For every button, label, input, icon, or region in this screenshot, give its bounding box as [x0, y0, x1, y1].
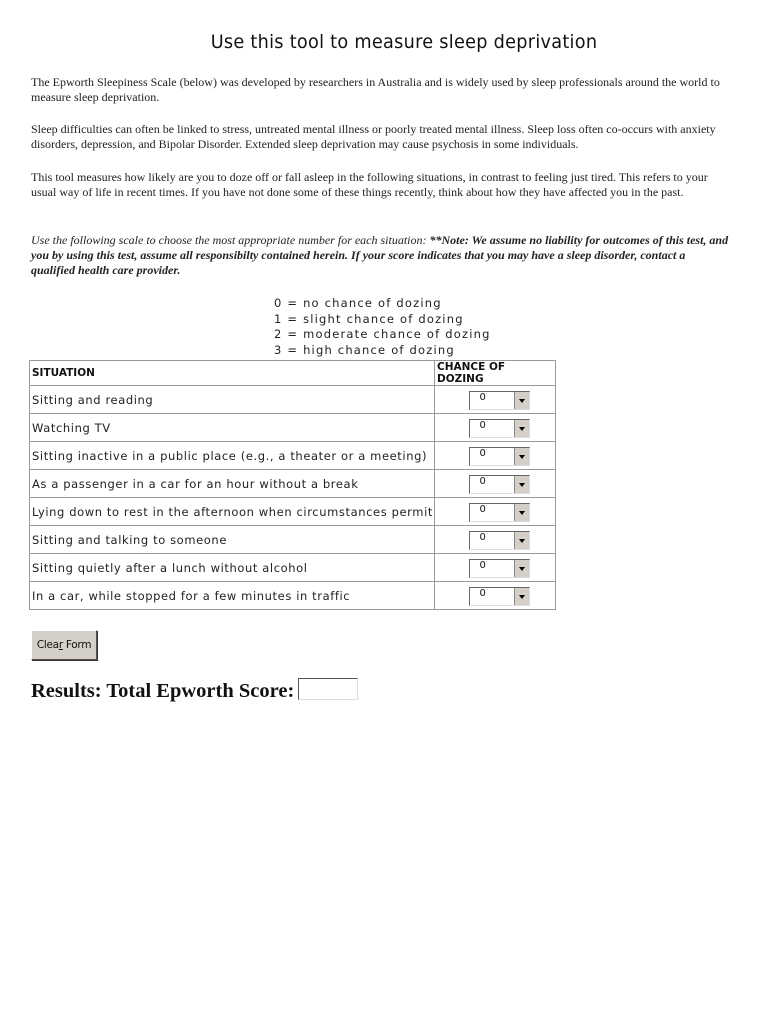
dropdown-arrow-icon[interactable]: [514, 392, 529, 409]
select-value: 0: [479, 391, 486, 403]
table-row: [30, 526, 556, 554]
table-row: [30, 414, 556, 442]
header-situation: SITUATION: [30, 361, 435, 386]
dozing-select[interactable]: [469, 447, 530, 466]
select-value: 0: [479, 559, 486, 571]
results-label: Results: Total Epworth Score:: [31, 680, 295, 702]
select-value: 0: [479, 447, 486, 459]
header-chance-of-dozing: CHANCE OF DOZING: [435, 361, 556, 386]
table-row: [30, 386, 556, 414]
select-value: 0: [479, 587, 486, 599]
select-value: 0: [479, 503, 486, 515]
situation-label: In a car, while stopped for a few minutes in traffic: [30, 582, 435, 610]
dozing-select[interactable]: [469, 475, 530, 494]
liability-note: **Note: We assume no liability for outcomes of this test, and you by using this test, assume all responsibilty contained herein. If your score indicates that you may have a sleep disorder, contact a qualified health care provider.: [31, 233, 729, 277]
table-row: [30, 582, 556, 610]
dropdown-arrow-icon[interactable]: [514, 504, 529, 521]
scale-item-3: 3 = high chance of dozing: [274, 343, 455, 358]
situation-label: Lying down to rest in the afternoon when circumstances permit: [30, 498, 435, 526]
dozing-select[interactable]: [469, 419, 530, 438]
scale-item-0: 0 = no chance of dozing: [274, 296, 442, 310]
intro-paragraph-1: The Epworth Sleepiness Scale (below) was developed by researchers in Australia and is widely used by sleep professionals around the world to measure sleep deprivation.: [31, 75, 720, 104]
dropdown-arrow-icon[interactable]: [514, 420, 529, 437]
dropdown-arrow-icon[interactable]: [514, 588, 529, 605]
table-row: [30, 498, 556, 526]
dropdown-arrow-icon[interactable]: [514, 532, 529, 549]
situation-label: Sitting and talking to someone: [30, 526, 435, 554]
situation-label: Sitting and reading: [30, 386, 435, 414]
dropdown-arrow-icon[interactable]: [514, 448, 529, 465]
situation-label: As a passenger in a car for an hour without a break: [30, 470, 435, 498]
dropdown-arrow-icon[interactable]: [514, 560, 529, 577]
situation-label: Sitting quietly after a lunch without alcohol: [30, 554, 435, 582]
select-value: 0: [479, 419, 486, 431]
table-row: [30, 442, 556, 470]
instruction-text: Use the following scale to choose the most appropriate number for each situation:: [31, 233, 430, 247]
scale-item-2: 2 = moderate chance of dozing: [274, 327, 491, 342]
table-row: [30, 554, 556, 582]
dozing-select[interactable]: [469, 531, 530, 550]
situation-label: Sitting inactive in a public place (e.g., a theater or a meeting): [30, 442, 435, 470]
intro-paragraph-2: Sleep difficulties can often be linked to stress, untreated mental illness or poorly treated mental illness. Sleep loss often co-occurs with anxiety disorders, depression, and Bipolar Disorder. Extended sleep deprivation may cause psychosis in some individuals.: [31, 122, 716, 151]
situation-label: Watching TV: [30, 414, 435, 442]
instruction-paragraph: [31, 233, 731, 278]
intro-paragraph-3: This tool measures how likely are you to doze off or fall asleep in the following situations, in contrast to feeling just tired. This refers to your usual way of life in recent times. If you have not done some of these things recently, think about how they have affected you in the past.: [31, 170, 708, 199]
dozing-select[interactable]: [469, 503, 530, 522]
dropdown-arrow-icon[interactable]: [514, 476, 529, 493]
dozing-select[interactable]: [469, 559, 530, 578]
scale-item-1: 1 = slight chance of dozing: [274, 311, 464, 326]
table-header-row: [30, 361, 556, 386]
dozing-select[interactable]: [469, 587, 530, 606]
page-title: Use this tool to measure sleep deprivation: [210, 31, 598, 53]
epworth-table: [29, 360, 556, 610]
clear-form-button[interactable]: Clear Form: [31, 630, 97, 660]
select-value: 0: [479, 531, 486, 543]
scale-legend: [274, 296, 491, 359]
total-score-field[interactable]: [298, 678, 358, 700]
table-row: [30, 470, 556, 498]
select-value: 0: [479, 475, 486, 487]
dozing-select[interactable]: [469, 391, 530, 410]
